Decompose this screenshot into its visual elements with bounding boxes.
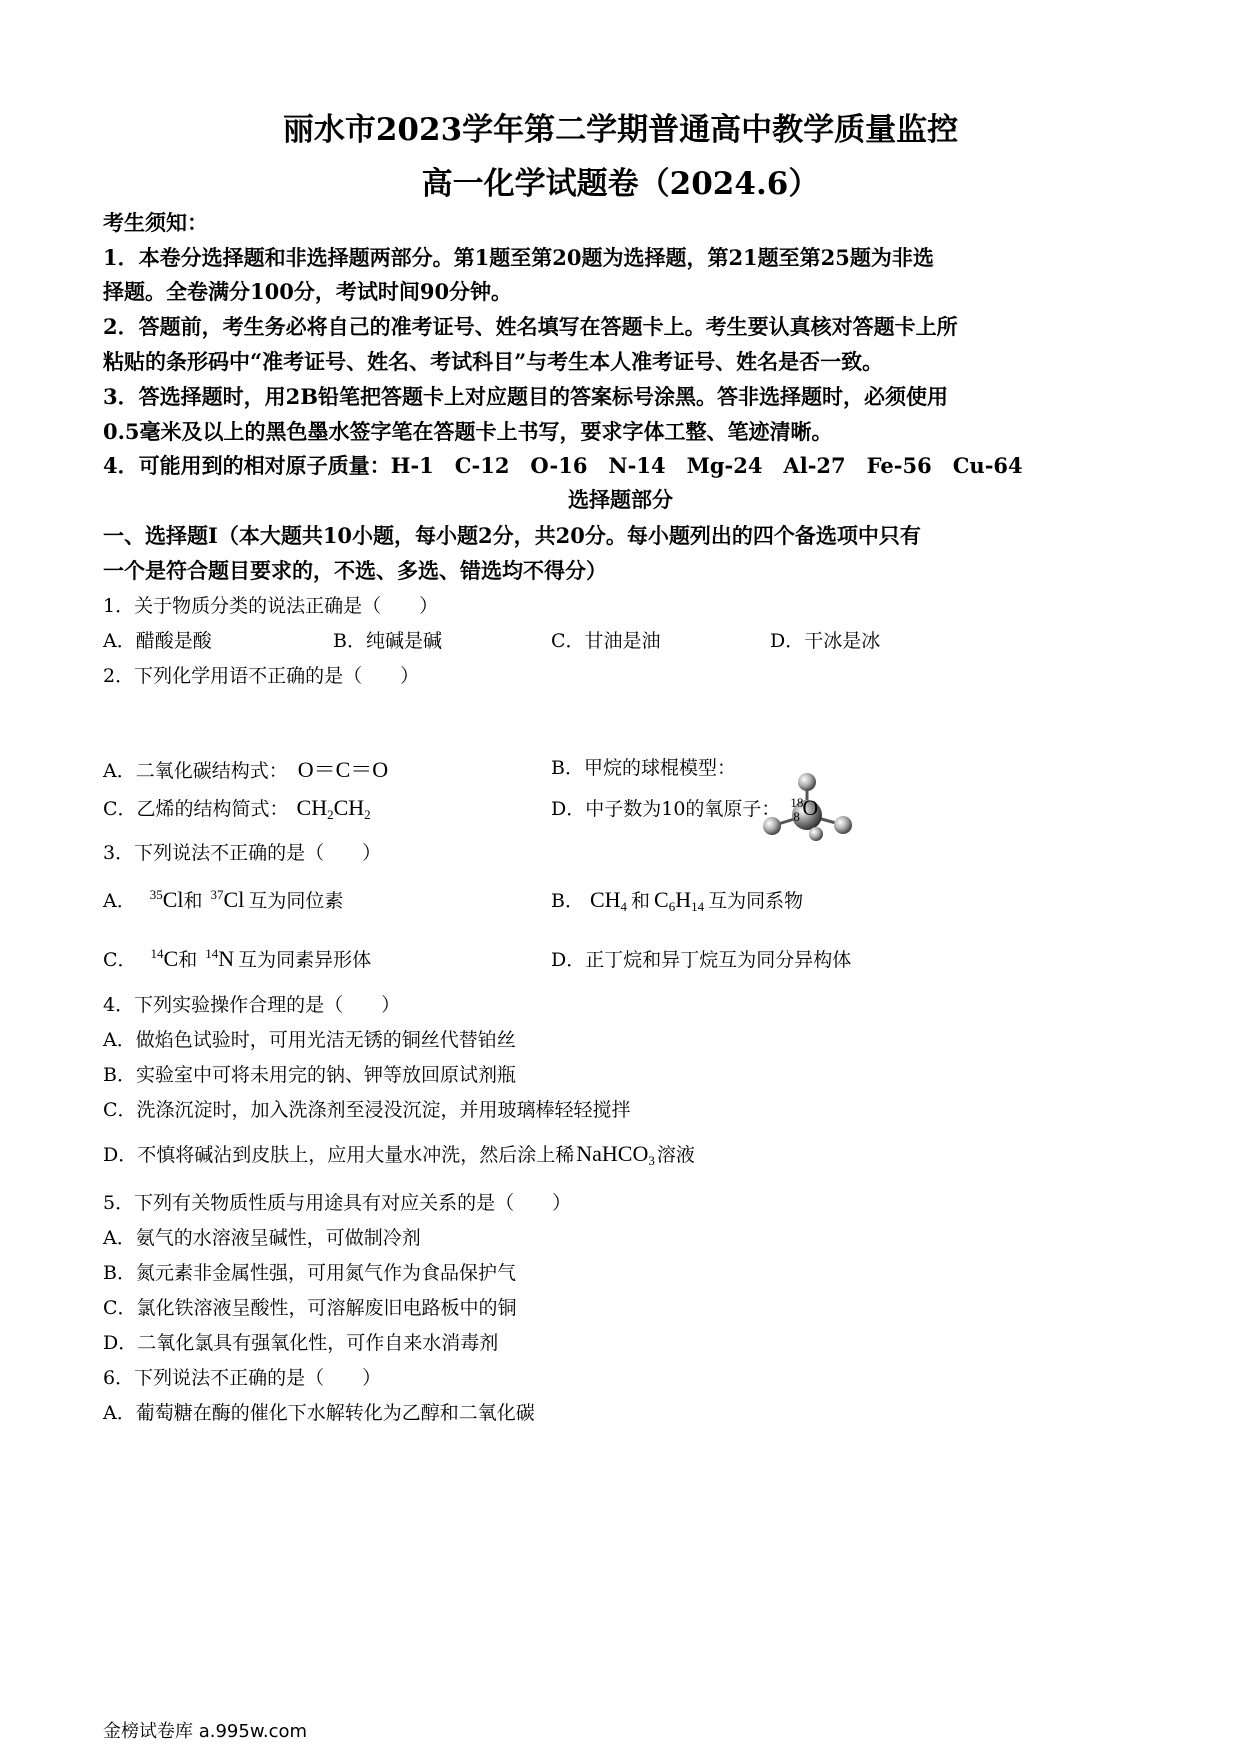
q2-option-d: D．中子数为10的氧原子： 18 8 O <box>551 794 819 824</box>
oxygen-18-isotope: 18 8 O <box>790 794 819 824</box>
question-1-stem: 1．关于物质分类的说法正确是（ ） <box>103 595 439 617</box>
q3-option-b: B． $CH_4$ 和 $C_6H_{14}$ 互为同系物 <box>551 887 804 914</box>
notice-line: 粘贴的条形码中“准考证号、姓名、考试科目”与考生本人准考证号、姓名是否一致。 <box>103 349 884 374</box>
q4-option-b: B．实验室中可将未用完的钠、钾等放回原试剂瓶 <box>103 1064 516 1086</box>
question-5-stem: 5．下列有关物质性质与用途具有对应关系的是（ ） <box>103 1192 572 1214</box>
q5-option-c: C．氯化铁溶液呈酸性，可溶解废旧电路板中的铜 <box>103 1297 517 1319</box>
q3-option-c: C． $^{14}$C和 $^{14}$N 互为同素异形体 <box>103 946 372 971</box>
q1-option-a: A．醋酸是酸 <box>103 630 212 652</box>
notice-line: 2．答题前，考生务必将自己的准考证号、姓名填写在答题卡上。考生要认真核对答题卡上所 <box>103 314 958 339</box>
footer-watermark: 金榜试卷库 a.995w.com <box>103 1721 308 1742</box>
notice-line: 0.5毫米及以上的黑色墨水签字笔在答题卡上书写，要求字体工整、笔迹清晰。 <box>103 419 833 444</box>
question-6-stem: 6．下列说法不正确的是（ ） <box>103 1367 382 1389</box>
q1-option-b: B．纯碱是碱 <box>333 630 442 652</box>
q2-option-a: A．二氧化碳结构式： O＝C＝O <box>103 757 389 782</box>
exam-title-line1: 丽水市2023学年第二学期普通高中教学质量监控 <box>282 112 959 148</box>
co2-structural-formula: O＝C＝O <box>297 757 389 782</box>
notice-line: 择题。全卷满分100分，考试时间90分钟。 <box>103 279 513 304</box>
q6-option-a: A．葡萄糖在酶的催化下水解转化为乙醇和二氧化碳 <box>103 1402 535 1424</box>
part1-instructions: 一个是符合题目要求的，不选、多选、错选均不得分） <box>103 558 607 583</box>
q5-option-b: B．氮元素非金属性强，可用氮气作为食品保护气 <box>103 1262 516 1284</box>
q2-option-c: C．乙烯的结构简式： $CH_2CH_2$ <box>103 795 371 822</box>
q4-option-d: D．不慎将碱沾到皮肤上，应用大量水冲洗，然后涂上稀NaHCO$_3$ 溶液 <box>103 1141 695 1168</box>
section-title: 选择题部分 <box>568 487 673 512</box>
part1-instructions: 一、选择题Ⅰ（本大题共10小题，每小题2分，共20分。每小题列出的四个备选项中只有 <box>103 523 921 548</box>
q4-option-c: C．洗涤沉淀时，加入洗涤剂至浸没沉淀，并用玻璃棒轻轻搅拌 <box>103 1099 631 1121</box>
notice-heading: 考生须知： <box>103 210 208 235</box>
ethylene-formula: $CH_2CH_2$ <box>296 795 371 822</box>
q5-option-a: A．氨气的水溶液呈碱性，可做制冷剂 <box>103 1227 421 1249</box>
q3-option-a: A． $^{35}$Cl和 $^{37}$Cl 互为同位素 <box>103 887 344 912</box>
q5-option-d: D．二氧化氯具有强氧化性，可作自来水消毒剂 <box>103 1332 499 1354</box>
question-3-stem: 3．下列说法不正确的是（ ） <box>103 842 382 864</box>
exam-title-line2: 高一化学试题卷（2024.6） <box>421 166 820 202</box>
q2-option-b: B．甲烷的球棍模型： <box>551 757 736 779</box>
q1-option-c: C．甘油是油 <box>551 630 661 652</box>
question-4-stem: 4．下列实验操作合理的是（ ） <box>103 994 401 1016</box>
notice-line: 3．答选择题时，用2B铅笔把答题卡上对应题目的答案标号涂黑。答非选择题时，必须使用 <box>103 384 948 409</box>
q3-option-d: D．正丁烷和异丁烷互为同分异构体 <box>551 949 852 971</box>
notice-line: 4．可能用到的相对原子质量：H-1 C-12 O-16 N-14 Mg-24 Al-27 Fe-56 Cu-64 <box>103 453 1023 478</box>
q1-option-d: D．干冰是冰 <box>770 630 881 652</box>
q4-option-a: A．做焰色试验时，可用光洁无锈的铜丝代替铂丝 <box>103 1029 516 1051</box>
question-2-stem: 2．下列化学用语不正确的是（ ） <box>103 665 420 687</box>
notice-line: 1．本卷分选择题和非选择题两部分。第1题至第20题为选择题，第21题至第25题为非选 <box>103 245 934 270</box>
